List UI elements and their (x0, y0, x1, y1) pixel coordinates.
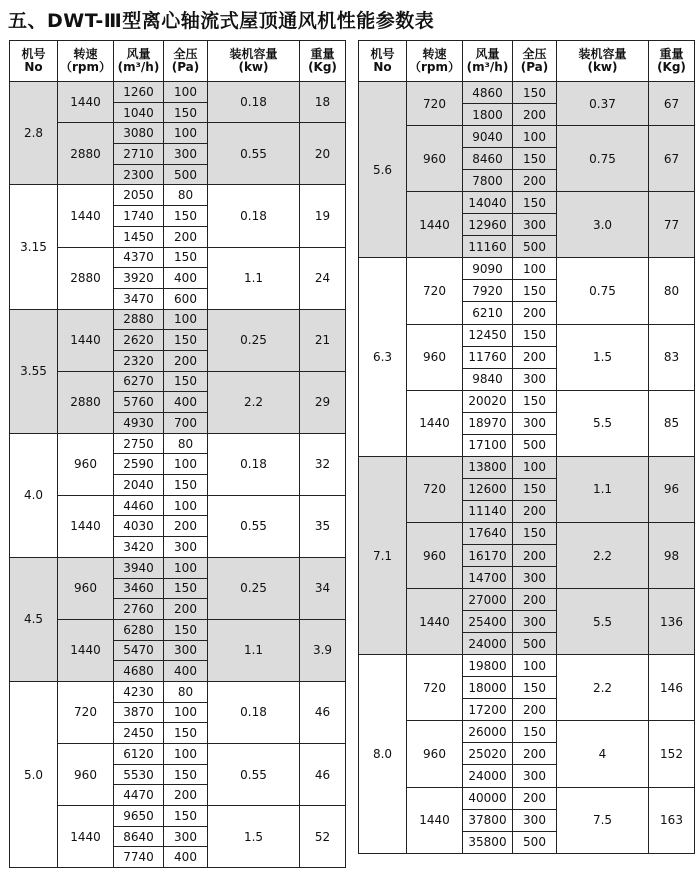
pressure-cell: 80 (164, 185, 208, 206)
pressure-cell: 150 (513, 324, 557, 346)
airflow-cell: 17640 (463, 522, 513, 544)
speed-cell: 1440 (58, 495, 114, 557)
table-row (10, 495, 346, 516)
pressure-cell: 300 (513, 368, 557, 390)
power-cell: 0.75 (557, 126, 649, 192)
airflow-cell: 2620 (114, 330, 164, 351)
weight-cell: 96 (649, 456, 695, 522)
pressure-cell: 150 (513, 522, 557, 544)
table-row (359, 721, 695, 743)
airflow-cell: 4230 (114, 681, 164, 702)
model-number-cell: 6.3 (359, 258, 407, 456)
table-row (10, 123, 346, 144)
pressure-cell: 400 (164, 268, 208, 289)
weight-cell: 19 (300, 185, 346, 247)
power-cell: 2.2 (208, 371, 300, 433)
speed-cell: 2880 (58, 371, 114, 433)
pressure-cell: 400 (164, 392, 208, 413)
pressure-cell: 200 (513, 589, 557, 611)
weight-cell: 24 (300, 247, 346, 309)
airflow-cell: 37800 (463, 809, 513, 831)
power-cell: 1.1 (208, 247, 300, 309)
power-cell: 0.18 (208, 185, 300, 247)
table-row (359, 192, 695, 214)
airflow-cell: 17200 (463, 699, 513, 721)
weight-cell: 98 (649, 522, 695, 588)
pressure-cell: 150 (513, 478, 557, 500)
airflow-cell: 18970 (463, 412, 513, 434)
pressure-cell: 200 (164, 226, 208, 247)
airflow-cell: 25020 (463, 743, 513, 765)
pressure-cell: 80 (164, 681, 208, 702)
pressure-cell: 150 (164, 578, 208, 599)
table-row (359, 324, 695, 346)
airflow-cell: 1040 (114, 102, 164, 123)
pressure-cell: 150 (164, 764, 208, 785)
airflow-cell: 6120 (114, 744, 164, 765)
airflow-cell: 17100 (463, 434, 513, 456)
pressure-cell: 200 (513, 699, 557, 721)
weight-cell: 29 (300, 371, 346, 433)
pressure-cell: 200 (513, 302, 557, 324)
pressure-cell: 100 (164, 702, 208, 723)
weight-cell: 67 (649, 82, 695, 126)
airflow-cell: 3460 (114, 578, 164, 599)
airflow-cell: 4460 (114, 495, 164, 516)
airflow-cell: 26000 (463, 721, 513, 743)
airflow-cell: 35800 (463, 831, 513, 853)
airflow-cell: 14700 (463, 567, 513, 589)
header-pressure: 全压 (Pa) (164, 41, 208, 82)
pressure-cell: 150 (513, 192, 557, 214)
header-no: 机号 No (359, 41, 407, 82)
weight-cell: 152 (649, 721, 695, 787)
table-row (359, 390, 695, 412)
airflow-cell: 40000 (463, 787, 513, 809)
pressure-cell: 300 (164, 144, 208, 165)
weight-cell: 46 (300, 681, 346, 743)
speed-cell: 1440 (58, 619, 114, 681)
pressure-cell: 80 (164, 433, 208, 454)
header-weight: 重量 (Kg) (649, 41, 695, 82)
power-cell: 7.5 (557, 787, 649, 853)
weight-cell: 67 (649, 126, 695, 192)
speed-cell: 1440 (407, 589, 463, 655)
power-cell: 0.55 (208, 123, 300, 185)
airflow-cell: 6210 (463, 302, 513, 324)
pressure-cell: 150 (164, 475, 208, 496)
speed-cell: 1440 (58, 82, 114, 123)
pressure-cell: 100 (513, 258, 557, 280)
power-cell: 2.2 (557, 522, 649, 588)
pressure-cell: 100 (513, 655, 557, 677)
table-row (359, 522, 695, 544)
pressure-cell: 150 (164, 806, 208, 827)
pressure-cell: 300 (164, 826, 208, 847)
pressure-cell: 200 (513, 346, 557, 368)
airflow-cell: 8460 (463, 148, 513, 170)
weight-cell: 80 (649, 258, 695, 324)
table-row (10, 433, 346, 454)
airflow-cell: 3080 (114, 123, 164, 144)
pressure-cell: 200 (164, 599, 208, 620)
pressure-cell: 200 (513, 544, 557, 566)
power-cell: 1.5 (208, 806, 300, 868)
pressure-cell: 500 (513, 831, 557, 853)
airflow-cell: 11140 (463, 500, 513, 522)
performance-table-right (358, 40, 695, 854)
airflow-cell: 19800 (463, 655, 513, 677)
speed-cell: 1440 (58, 185, 114, 247)
pressure-cell: 200 (164, 350, 208, 371)
weight-cell: 20 (300, 123, 346, 185)
airflow-cell: 11160 (463, 236, 513, 258)
power-cell: 1.1 (557, 456, 649, 522)
table-row (10, 247, 346, 268)
power-cell: 5.5 (557, 589, 649, 655)
airflow-cell: 1800 (463, 104, 513, 126)
airflow-cell: 12450 (463, 324, 513, 346)
pressure-cell: 150 (513, 390, 557, 412)
speed-cell: 1440 (58, 309, 114, 371)
airflow-cell: 7800 (463, 170, 513, 192)
speed-cell: 720 (58, 681, 114, 743)
airflow-cell: 12960 (463, 214, 513, 236)
table-row (10, 371, 346, 392)
airflow-cell: 14040 (463, 192, 513, 214)
power-cell: 1.5 (557, 324, 649, 390)
table-row (359, 456, 695, 478)
airflow-cell: 2320 (114, 350, 164, 371)
power-cell: 2.2 (557, 655, 649, 721)
model-number-cell: 2.8 (10, 82, 58, 185)
pressure-cell: 200 (513, 787, 557, 809)
pressure-cell: 100 (164, 495, 208, 516)
table-row (359, 787, 695, 809)
power-cell: 5.5 (557, 390, 649, 456)
pressure-cell: 150 (513, 677, 557, 699)
airflow-cell: 1740 (114, 206, 164, 227)
weight-cell: 83 (649, 324, 695, 390)
pressure-cell: 300 (513, 611, 557, 633)
airflow-cell: 7920 (463, 280, 513, 302)
pressure-cell: 300 (513, 412, 557, 434)
header-row (10, 41, 346, 82)
airflow-cell: 4860 (463, 82, 513, 104)
power-cell: 0.18 (208, 681, 300, 743)
airflow-cell: 4930 (114, 413, 164, 434)
pressure-cell: 100 (164, 744, 208, 765)
table-row (10, 744, 346, 765)
power-cell: 0.55 (208, 744, 300, 806)
weight-cell: 163 (649, 787, 695, 853)
airflow-cell: 4030 (114, 516, 164, 537)
airflow-cell: 9650 (114, 806, 164, 827)
airflow-cell: 3940 (114, 557, 164, 578)
pressure-cell: 100 (164, 123, 208, 144)
page-title: 五、DWT-Ⅲ型离心轴流式屋顶通风机性能参数表 (8, 10, 435, 32)
speed-cell: 960 (407, 324, 463, 390)
weight-cell: 52 (300, 806, 346, 868)
pressure-cell: 400 (164, 847, 208, 868)
pressure-cell: 150 (513, 148, 557, 170)
airflow-cell: 3920 (114, 268, 164, 289)
power-cell: 0.25 (208, 557, 300, 619)
weight-cell: 77 (649, 192, 695, 258)
table-row (10, 557, 346, 578)
model-number-cell: 5.6 (359, 82, 407, 258)
speed-cell: 1440 (407, 787, 463, 853)
pressure-cell: 700 (164, 413, 208, 434)
speed-cell: 720 (407, 82, 463, 126)
power-cell: 0.55 (208, 495, 300, 557)
speed-cell: 2880 (58, 247, 114, 309)
model-number-cell: 8.0 (359, 655, 407, 853)
pressure-cell: 500 (164, 164, 208, 185)
table-row (10, 619, 346, 640)
airflow-cell: 2300 (114, 164, 164, 185)
table-row (10, 806, 346, 827)
table-row (359, 589, 695, 611)
pressure-cell: 200 (164, 516, 208, 537)
model-number-cell: 3.55 (10, 309, 58, 433)
speed-cell: 720 (407, 655, 463, 721)
pressure-cell: 200 (164, 785, 208, 806)
airflow-cell: 5470 (114, 640, 164, 661)
pressure-cell: 200 (513, 500, 557, 522)
pressure-cell: 600 (164, 288, 208, 309)
airflow-cell: 5530 (114, 764, 164, 785)
speed-cell: 960 (58, 557, 114, 619)
speed-cell: 1440 (58, 806, 114, 868)
airflow-cell: 2880 (114, 309, 164, 330)
power-cell: 3.0 (557, 192, 649, 258)
airflow-cell: 1260 (114, 82, 164, 103)
pressure-cell: 100 (513, 456, 557, 478)
speed-cell: 720 (407, 258, 463, 324)
pressure-cell: 150 (513, 82, 557, 104)
airflow-cell: 25400 (463, 611, 513, 633)
pressure-cell: 200 (513, 170, 557, 192)
header-pressure: 全压 (Pa) (513, 41, 557, 82)
table-row (10, 185, 346, 206)
airflow-cell: 8640 (114, 826, 164, 847)
airflow-cell: 12600 (463, 478, 513, 500)
pressure-cell: 100 (164, 82, 208, 103)
pressure-cell: 150 (164, 371, 208, 392)
header-power: 装机容量 (kw) (557, 41, 649, 82)
weight-cell: 18 (300, 82, 346, 123)
airflow-cell: 4680 (114, 661, 164, 682)
pressure-cell: 100 (164, 309, 208, 330)
pressure-cell: 300 (513, 567, 557, 589)
pressure-cell: 300 (164, 640, 208, 661)
airflow-cell: 9840 (463, 368, 513, 390)
airflow-cell: 2040 (114, 475, 164, 496)
weight-cell: 3.9 (300, 619, 346, 681)
airflow-cell: 2750 (114, 433, 164, 454)
airflow-cell: 1450 (114, 226, 164, 247)
model-number-cell: 7.1 (359, 456, 407, 654)
speed-cell: 1440 (407, 390, 463, 456)
pressure-cell: 500 (513, 236, 557, 258)
power-cell: 1.1 (208, 619, 300, 681)
pressure-cell: 150 (513, 721, 557, 743)
table-row (10, 681, 346, 702)
header-no: 机号 No (10, 41, 58, 82)
performance-table-left (9, 40, 346, 868)
pressure-cell: 500 (513, 434, 557, 456)
weight-cell: 32 (300, 433, 346, 495)
weight-cell: 85 (649, 390, 695, 456)
table-row (359, 82, 695, 104)
pressure-cell: 200 (513, 743, 557, 765)
header-rpm: 转速 （rpm） (407, 41, 463, 82)
table-row (10, 82, 346, 103)
pressure-cell: 150 (164, 206, 208, 227)
airflow-cell: 13800 (463, 456, 513, 478)
weight-cell: 136 (649, 589, 695, 655)
header-airflow: 风量 (m³/h) (463, 41, 513, 82)
model-number-cell: 4.5 (10, 557, 58, 681)
speed-cell: 960 (58, 744, 114, 806)
speed-cell: 2880 (58, 123, 114, 185)
power-cell: 0.37 (557, 82, 649, 126)
pressure-cell: 500 (513, 633, 557, 655)
weight-cell: 21 (300, 309, 346, 371)
airflow-cell: 6280 (114, 619, 164, 640)
airflow-cell: 2050 (114, 185, 164, 206)
pressure-cell: 150 (513, 280, 557, 302)
airflow-cell: 7740 (114, 847, 164, 868)
speed-cell: 960 (407, 721, 463, 787)
airflow-cell: 3870 (114, 702, 164, 723)
airflow-cell: 3470 (114, 288, 164, 309)
pressure-cell: 300 (164, 537, 208, 558)
airflow-cell: 3420 (114, 537, 164, 558)
weight-cell: 146 (649, 655, 695, 721)
model-number-cell: 5.0 (10, 681, 58, 867)
power-cell: 0.75 (557, 258, 649, 324)
airflow-cell: 20020 (463, 390, 513, 412)
airflow-cell: 24000 (463, 765, 513, 787)
pressure-cell: 150 (164, 102, 208, 123)
pressure-cell: 400 (164, 661, 208, 682)
airflow-cell: 11760 (463, 346, 513, 368)
header-airflow: 风量 (m³/h) (114, 41, 164, 82)
airflow-cell: 6270 (114, 371, 164, 392)
pressure-cell: 150 (164, 247, 208, 268)
speed-cell: 1440 (407, 192, 463, 258)
table-row (359, 655, 695, 677)
pressure-cell: 100 (164, 557, 208, 578)
table-row (359, 258, 695, 280)
airflow-cell: 4370 (114, 247, 164, 268)
power-cell: 4 (557, 721, 649, 787)
power-cell: 0.18 (208, 433, 300, 495)
airflow-cell: 2450 (114, 723, 164, 744)
pressure-cell: 150 (164, 330, 208, 351)
airflow-cell: 2590 (114, 454, 164, 475)
header-rpm: 转速 （rpm） (58, 41, 114, 82)
model-number-cell: 4.0 (10, 433, 58, 557)
speed-cell: 720 (407, 456, 463, 522)
airflow-cell: 24000 (463, 633, 513, 655)
airflow-cell: 5760 (114, 392, 164, 413)
airflow-cell: 2710 (114, 144, 164, 165)
pressure-cell: 100 (164, 454, 208, 475)
airflow-cell: 2760 (114, 599, 164, 620)
airflow-cell: 4470 (114, 785, 164, 806)
header-power: 装机容量 (kw) (208, 41, 300, 82)
airflow-cell: 9090 (463, 258, 513, 280)
pressure-cell: 200 (513, 104, 557, 126)
speed-cell: 960 (407, 126, 463, 192)
table-row (10, 309, 346, 330)
header-weight: 重量 (Kg) (300, 41, 346, 82)
weight-cell: 34 (300, 557, 346, 619)
header-row (359, 41, 695, 82)
model-number-cell: 3.15 (10, 185, 58, 309)
airflow-cell: 9040 (463, 126, 513, 148)
speed-cell: 960 (58, 433, 114, 495)
pressure-cell: 150 (164, 619, 208, 640)
table-row (359, 126, 695, 148)
power-cell: 0.25 (208, 309, 300, 371)
pressure-cell: 100 (513, 126, 557, 148)
weight-cell: 35 (300, 495, 346, 557)
airflow-cell: 27000 (463, 589, 513, 611)
speed-cell: 960 (407, 522, 463, 588)
airflow-cell: 18000 (463, 677, 513, 699)
airflow-cell: 16170 (463, 544, 513, 566)
pressure-cell: 300 (513, 809, 557, 831)
pressure-cell: 300 (513, 765, 557, 787)
pressure-cell: 150 (164, 723, 208, 744)
pressure-cell: 300 (513, 214, 557, 236)
power-cell: 0.18 (208, 82, 300, 123)
weight-cell: 46 (300, 744, 346, 806)
